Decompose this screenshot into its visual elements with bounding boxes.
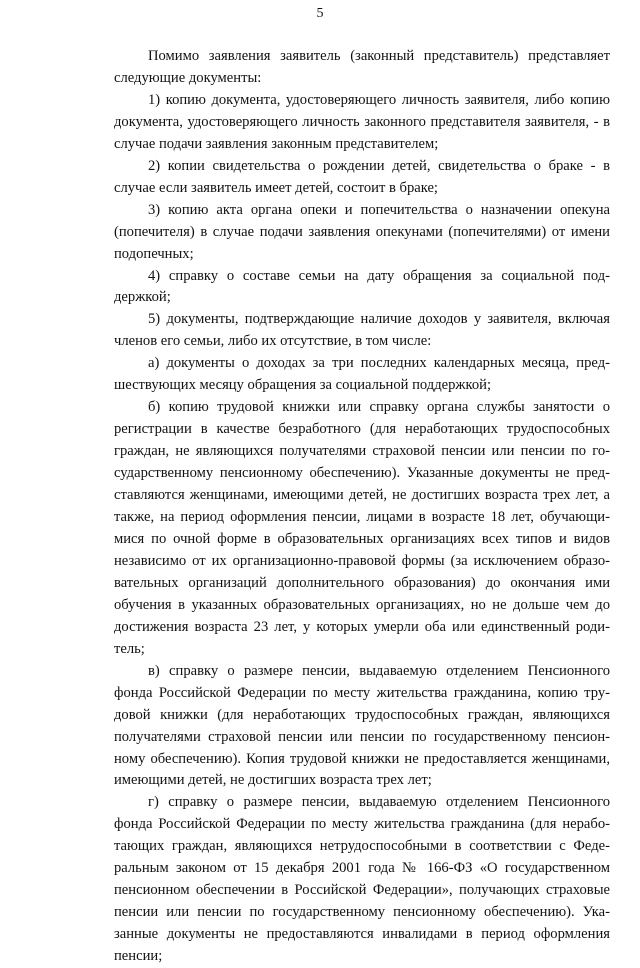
paragraph-intro: Помимо заявления заявитель (законный представитель) представляет следующие документы:	[114, 48, 610, 86]
paragraph-subitem-b: б) копию трудовой книжки или справку органа службы занятости о регистрации в качестве безработного (для неработающих трудоспособных граждан, не являющихся получателями страховой пенсии или пенсии по государственному пенсионному обеспечению). Указанные документы не представляются женщинами, имеющими детей, не достигших возраста трех лет, а также, на период оформления пенсии, лицами в возрасте 18 лет, обучающимися по очной форме в образовательных организациях всех типов и видов независимо от их организационно-правовой формы (за исключением образовательных организаций дополнительного образования) до окончания ими обучения в указанных образовательных организациях, но не дольше чем до достижения возраста 23 лет, у которых умерли оба или единственный родитель;	[114, 399, 610, 657]
document-body	[114, 46, 610, 968]
paragraph-item-1: 1) копию документа, удостоверяющего личность заявителя, либо копию документа, удостоверяющего личность законного представителя заявителя, - в случае подачи заявления законным представителем;	[114, 91, 610, 152]
paragraph-item-2: 2) копии свидетельства о рождении детей, свидетельства о браке - в случае если заявитель имеет детей, состоит в браке;	[114, 157, 610, 196]
paragraph-item-4: 4) справку о составе семьи на дату обращения за социальной поддержкой;	[114, 267, 610, 306]
page-number: 5	[316, 6, 324, 21]
paragraph-item-5: 5) документы, подтверждающие наличие доходов у заявителя, включая членов его семьи, либо их отсутствие, в том числе:	[114, 311, 610, 350]
paragraph-subitem-v: в) справку о размере пенсии, выдаваемую отделением Пенсионного фонда Российской Федерации по месту жительства гражданина, копию трудовой книжки (для неработающих трудоспособных граждан, являющихся получателями страховой пенсии или пенсии по государственному пенсионному обеспечению). Копия трудовой книжки не предоставляется женщинами, имеющими детей, не достигших возраста трех лет;	[114, 662, 610, 789]
paragraph-subitem-a: а) документы о доходах за три последних календарных месяца, предшествующих месяцу обращения за социальной поддержкой;	[114, 355, 610, 394]
paragraph-item-3: 3) копию акта органа опеки и попечительства о назначении опекуна (попечителя) в случае подачи заявления опекунами (попечителями) от имени подопечных;	[114, 201, 610, 262]
paragraph-subitem-g: г) справку о размере пенсии, выдаваемую отделением Пенсионного фонда Российской Федерации по месту жительства гражданина (для неработающих граждан, являющихся нетрудоспособными в соответствии с Федеральным законом от 15 декабря 2001 года № 166-ФЗ «О государственном пенсионном обеспечении в Российской Федерации», получающих страховые пенсии или пенсии по государственному пенсионному обеспечению). Указанные документы не предоставляются инвалидами в период оформления пенсии;	[114, 794, 610, 965]
